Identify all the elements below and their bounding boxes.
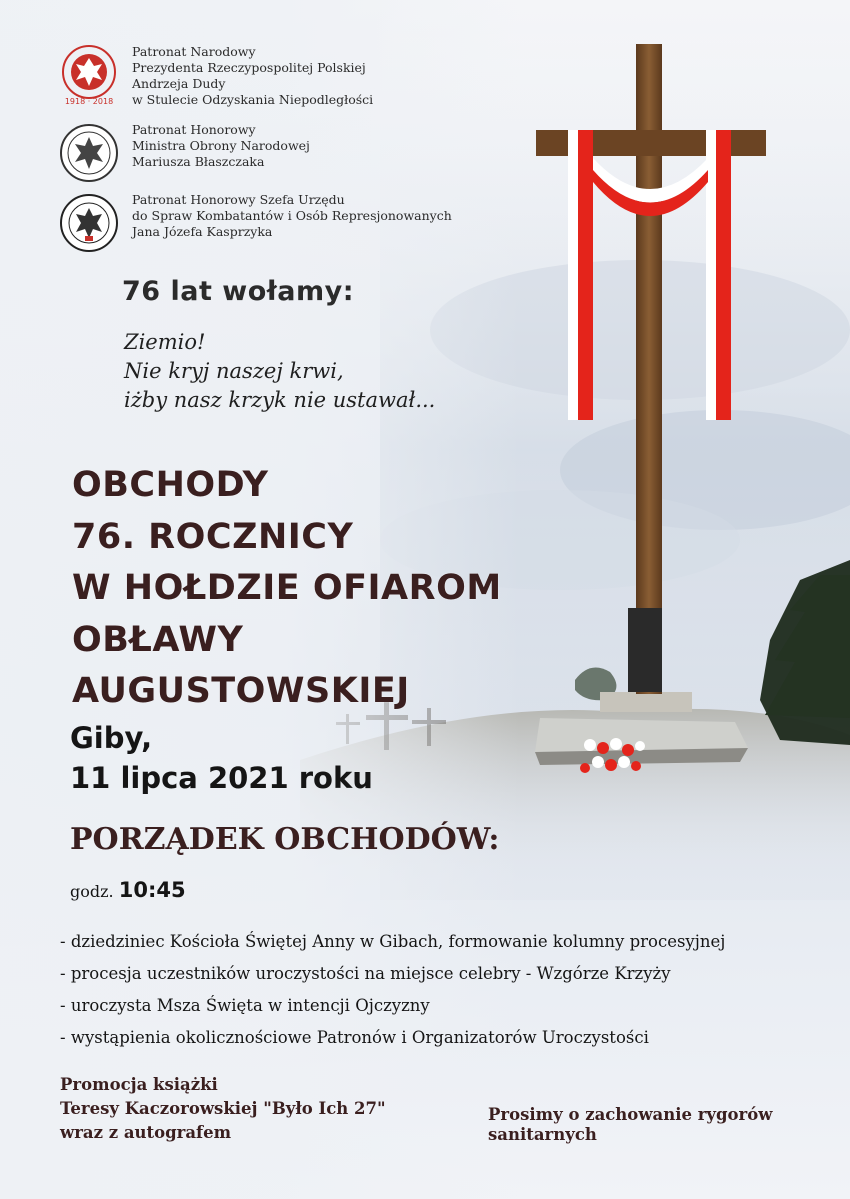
patron-line: Andrzeja Dudy xyxy=(132,76,226,91)
patronage-veterans-office xyxy=(58,192,452,254)
patron-line: Patronat Honorowy xyxy=(132,122,256,137)
promo-line: Promocja książki xyxy=(60,1075,218,1094)
patronage-defence-minister-text xyxy=(132,122,310,170)
promo-line: wraz z autografem xyxy=(60,1123,232,1142)
time-value: 10:45 xyxy=(118,878,186,902)
program-list xyxy=(60,926,725,1054)
program-time xyxy=(70,878,186,902)
defence-ministry-eagle-seal-icon xyxy=(58,122,120,184)
verse-quote xyxy=(124,328,435,415)
veterans-office-eagle-seal-icon xyxy=(58,192,120,254)
program-heading: PORZĄDEK OBCHODÓW: xyxy=(70,822,500,857)
event-place-date xyxy=(70,718,373,798)
patron-line: Prezydenta Rzeczypospolitej Polskiej xyxy=(132,60,366,75)
patron-line: Mariusza Błaszczaka xyxy=(132,154,265,169)
program-item: - uroczysta Msza Święta w intencji Ojczyzny xyxy=(60,996,430,1015)
event-date: 11 lipca 2021 roku xyxy=(70,761,373,795)
title-line: W HOŁDZIE OFIAROM xyxy=(72,568,502,608)
program-item: - procesja uczestników uroczystości na miejsce celebry - Wzgórze Krzyży xyxy=(60,964,671,983)
patron-line: Ministra Obrony Narodowej xyxy=(132,138,310,153)
sanitary-line: Prosimy o zachowanie rygorów xyxy=(488,1105,773,1124)
headline: 76 lat wołamy: xyxy=(122,276,355,307)
patron-line: w Stulecie Odzyskania Niepodległości xyxy=(132,92,374,107)
event-title xyxy=(72,460,502,718)
title-line: AUGUSTOWSKIEJ xyxy=(72,671,410,711)
patronage-defence-minister xyxy=(58,122,310,184)
seal-caption: 1918 · 2018 xyxy=(64,97,114,106)
patron-line: Patronat Narodowy xyxy=(132,44,256,59)
independence-centenary-seal-icon xyxy=(58,44,120,106)
program-item: - dziedziniec Kościoła Świętej Anny w Gibach, formowanie kolumny procesyjnej xyxy=(60,932,726,951)
time-label: godz. xyxy=(70,882,114,901)
program-item: - wystąpienia okolicznościowe Patronów i Organizatorów Uroczystości xyxy=(60,1028,649,1047)
verse-line: Ziemio! xyxy=(124,330,206,354)
book-promotion xyxy=(60,1073,386,1145)
title-line: OBŁAWY xyxy=(72,619,244,660)
event-place: Giby, xyxy=(70,721,153,755)
patron-line: do Spraw Kombatantów i Osób Represjonowanych xyxy=(132,208,452,223)
verse-line: Nie kryj naszej krwi, xyxy=(124,359,344,383)
patronage-president xyxy=(58,44,373,108)
title-line: OBCHODY xyxy=(72,465,269,505)
patron-line: Jana Józefa Kasprzyka xyxy=(132,224,273,239)
patronage-veterans-office-text xyxy=(132,192,452,240)
patronage-president-text xyxy=(132,44,373,108)
sanitary-notice xyxy=(488,1105,772,1145)
sanitary-line: sanitarnych xyxy=(488,1125,597,1144)
verse-line: iżby nasz krzyk nie ustawał... xyxy=(124,388,436,412)
promo-line: Teresy Kaczorowskiej "Było Ich 27" xyxy=(60,1099,386,1118)
title-line: 76. ROCZNICY xyxy=(72,516,354,557)
patron-line: Patronat Honorowy Szefa Urzędu xyxy=(132,192,345,207)
